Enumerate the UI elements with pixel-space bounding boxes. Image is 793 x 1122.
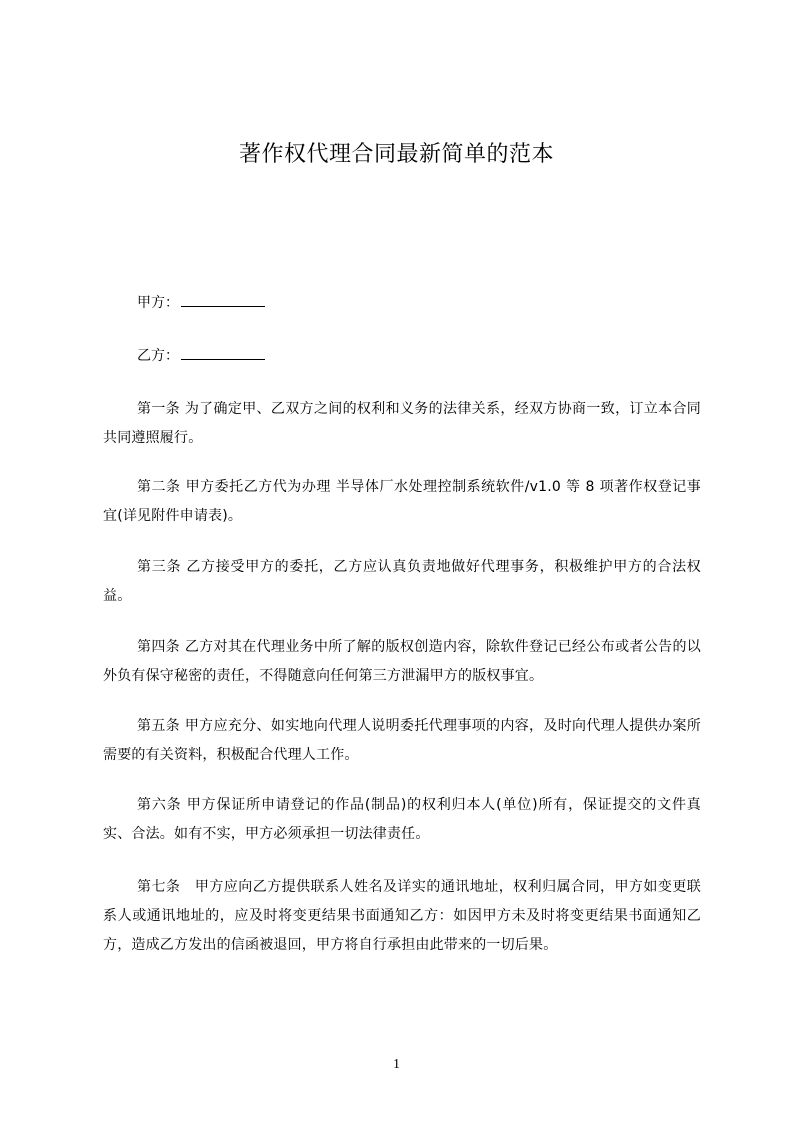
party-b-label: 乙方： — [137, 348, 179, 364]
article-5: 第五条 甲方应充分、如实地向代理人说明委托代理事项的内容，及时向代理人提供办案所需要的有关资料，积极配合代理人工作。 — [103, 718, 701, 763]
party-b-blank — [181, 345, 265, 360]
article-4: 第四条 乙方对其在代理业务中所了解的版权创造内容，除软件登记已经公布或者公告的以外负有保守秘密的责任，不得随意向任何第三方泄漏甲方的版权事宜。 — [103, 639, 701, 684]
page-number: 1 — [393, 1057, 400, 1072]
document-title: 著作权代理合同最新简单的范本 — [238, 142, 554, 167]
party-b-line — [137, 345, 265, 366]
article-2: 第二条 甲方委托乙方代为办理 半导体厂水处理控制系统软件/v1.0 等 8 项著作权登记事宜(详见附件申请表)。 — [103, 479, 701, 524]
article-7: 第七条 甲方应向乙方提供联系人姓名及详实的通讯地址，权利归属合同，甲方如变更联系人或通讯地址的，应及时将变更结果书面通知乙方：如因甲方未及时将变更结果书面通知乙方，造成乙方发出的信函被退回，甲方将自行承担由此带来的一切后果。 — [103, 879, 701, 953]
party-a-label: 甲方： — [137, 295, 179, 311]
article-1: 第一条 为了确定甲、乙双方之间的权利和义务的法律关系，经双方协商一致，订立本合同共同遵照履行。 — [103, 401, 701, 446]
article-3: 第三条 乙方接受甲方的委托，乙方应认真负责地做好代理事务，积极维护甲方的合法权益。 — [103, 559, 701, 604]
party-a-blank — [181, 292, 265, 307]
article-6: 第六条 甲方保证所申请登记的作品(制品)的权利归本人(单位)所有，保证提交的文件真实、合法。如有不实，甲方必须承担一切法律责任。 — [103, 797, 701, 842]
party-a-line — [137, 292, 265, 313]
